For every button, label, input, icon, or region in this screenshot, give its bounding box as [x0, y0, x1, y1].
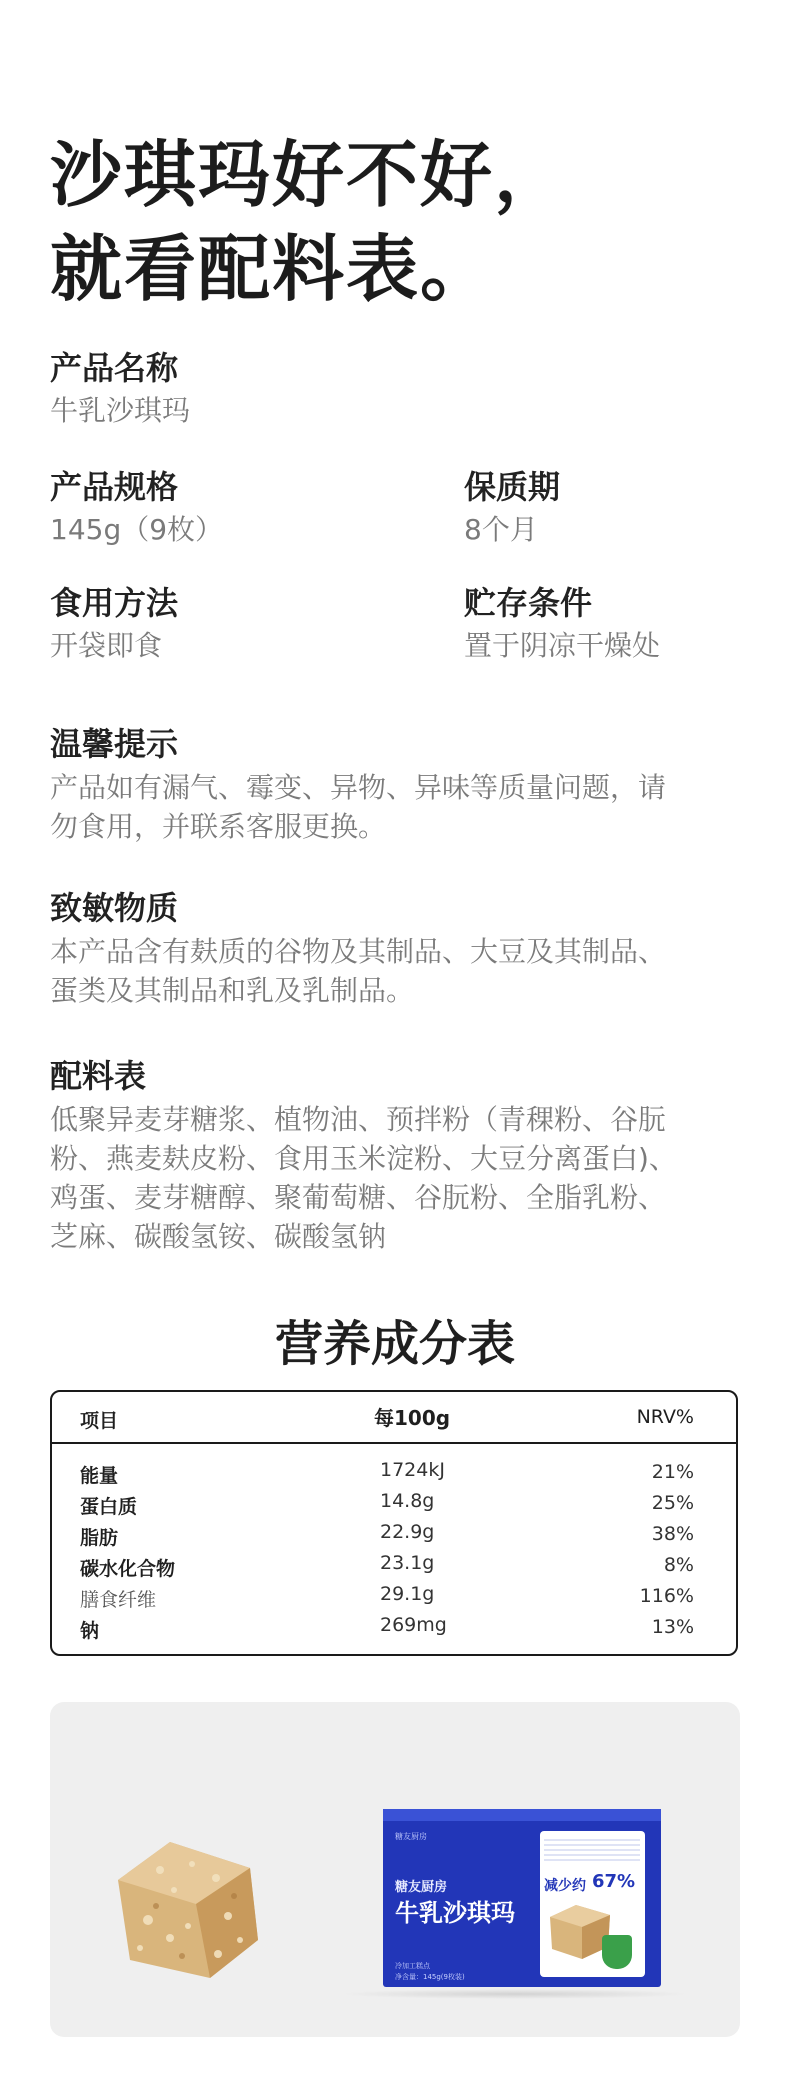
ingredients-line: 低聚异麦芽糖浆、植物油、预拌粉（青稞粉、谷朊: [50, 1103, 667, 1136]
storage-label: 贮存条件: [464, 584, 593, 622]
shelf-life-label: 保质期: [464, 468, 561, 506]
allergen-text: [50, 932, 740, 1010]
sachima-snack-image: [100, 1820, 270, 1995]
table-row: [52, 1492, 736, 1523]
nutrient-value: 22.9g: [380, 1521, 435, 1543]
nutrition-table: [50, 1390, 738, 1656]
reduce-label: 减少约: [544, 1878, 586, 1894]
header-item: 项目: [80, 1410, 119, 1432]
header-nrv: NRV%: [636, 1406, 694, 1428]
spec-field: [50, 467, 223, 549]
ingredients-field: [50, 1056, 740, 1256]
table-row: [52, 1461, 736, 1492]
nutrient-name: 碳水化合物: [80, 1558, 176, 1580]
headline-line-2: 就看配料表。: [50, 227, 495, 311]
storage-field: [464, 583, 660, 665]
ingredients-line: 鸡蛋、麦芽糖醇、聚葡萄糖、谷朊粉、全脂乳粉、: [50, 1181, 667, 1214]
nutrition-header-row: [52, 1392, 736, 1444]
product-box: [383, 1809, 661, 1987]
shelf-life-field: [464, 467, 560, 549]
ingredients-line: 芝麻、碳酸氢铵、碳酸氢钠: [50, 1220, 387, 1253]
allergen-line: 本产品含有麸质的谷物及其制品、大豆及其制品、: [50, 935, 667, 968]
usage-field: [50, 583, 178, 665]
nutrient-name: 膳食纤维: [80, 1589, 157, 1611]
allergen-field: [50, 888, 740, 1010]
nutrient-value: 269mg: [380, 1614, 447, 1636]
headline: [50, 128, 568, 316]
reduce-percent: 67%: [592, 1871, 636, 1892]
product-name-value: 牛乳沙琪玛: [50, 394, 191, 427]
table-row: [52, 1554, 736, 1585]
tips-line: 产品如有漏气、霉变、异物、异味等质量问题，请: [50, 771, 667, 804]
spec-label: 产品规格: [50, 468, 179, 506]
table-row: [52, 1585, 736, 1616]
nutrient-nrv: 8%: [663, 1554, 694, 1576]
table-row: [52, 1616, 736, 1647]
box-brand: 糖友厨房: [395, 1832, 427, 1841]
nutrient-nrv: 21%: [651, 1461, 694, 1483]
nutrient-value: 14.8g: [380, 1490, 435, 1512]
headline-line-1: 沙琪玛好不好，: [50, 133, 569, 217]
nutrient-nrv: 13%: [651, 1616, 694, 1638]
tips-line: 勿食用，并联系客服更换。: [50, 810, 387, 843]
nutrient-value: 23.1g: [380, 1552, 435, 1574]
storage-value: 置于阴凉干燥处: [464, 629, 661, 662]
nutrient-value: 1724kJ: [380, 1459, 445, 1481]
product-image-panel: [50, 1702, 740, 2037]
usage-label: 食用方法: [50, 584, 179, 622]
box-sub-brand: 糖友厨房: [395, 1880, 448, 1895]
product-name-label: 产品名称: [50, 349, 179, 387]
spec-value: 145g（9枚）: [50, 513, 224, 546]
box-window: [540, 1831, 645, 1977]
allergen-label: 致敏物质: [50, 889, 179, 927]
tips-label: 温馨提示: [50, 725, 179, 763]
nutrient-name: 能量: [80, 1465, 119, 1487]
nutrient-nrv: 116%: [639, 1585, 694, 1607]
product-name-field: [50, 348, 190, 430]
ingredients-line: 粉、燕麦麸皮粉、食用玉米淀粉、大豆分离蛋白)、: [50, 1142, 677, 1175]
nutrient-name: 脂肪: [80, 1527, 119, 1549]
table-row: [52, 1523, 736, 1554]
shelf-life-value: 8个月: [464, 513, 538, 546]
box-product-name: 牛乳沙琪玛: [395, 1899, 515, 1927]
box-type: 冷加工糕点: [395, 1962, 430, 1970]
tips-field: [50, 724, 740, 846]
allergen-line: 蛋类及其制品和乳及乳制品。: [50, 974, 415, 1007]
ingredients-label: 配料表: [50, 1057, 147, 1095]
nutrient-value: 29.1g: [380, 1583, 435, 1605]
usage-value: 开袋即食: [50, 629, 163, 662]
header-per-100g: 每100g: [374, 1406, 451, 1430]
nutrition-title: 营养成分表: [274, 1316, 515, 1372]
nutrient-name: 钠: [80, 1620, 100, 1642]
box-net-weight: 净含量：145g(9枚装): [395, 1973, 465, 1981]
tips-text: [50, 768, 740, 846]
ingredients-text: [50, 1100, 740, 1256]
nutrient-nrv: 25%: [651, 1492, 694, 1514]
shield-badge-icon: [602, 1935, 632, 1969]
nutrient-nrv: 38%: [651, 1523, 694, 1545]
nutrient-name: 蛋白质: [80, 1496, 138, 1518]
